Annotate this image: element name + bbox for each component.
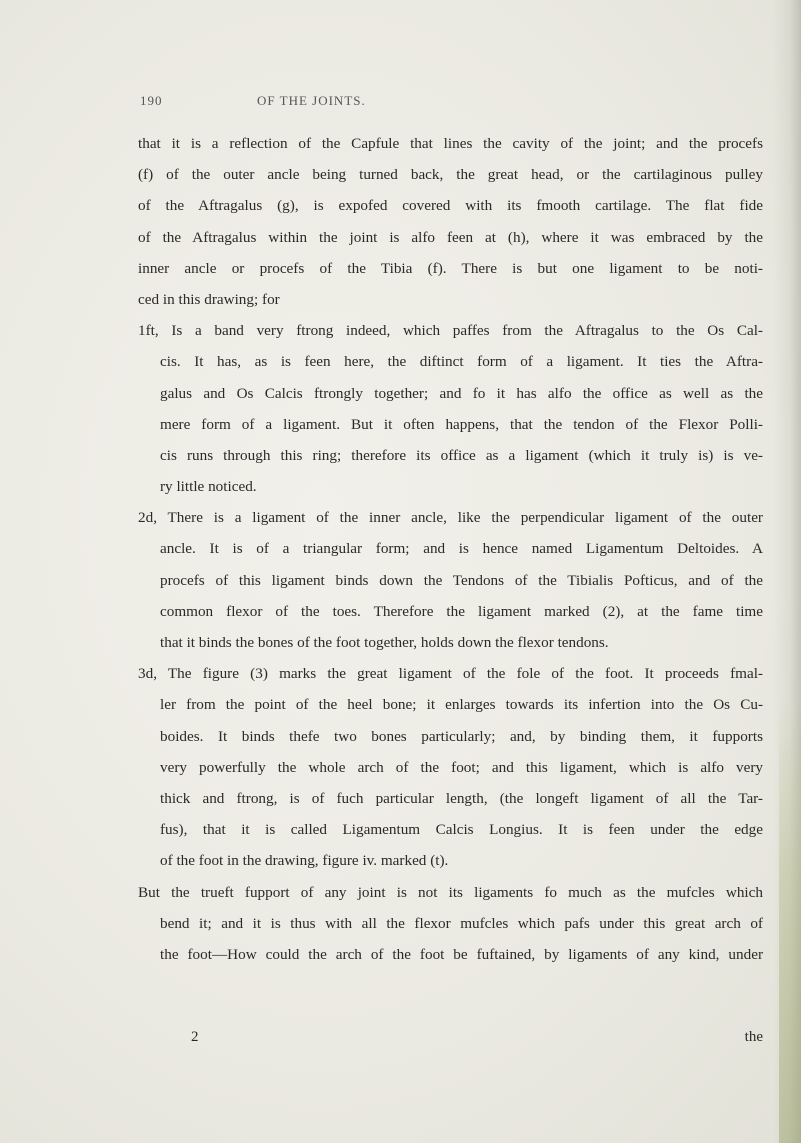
text-line: fus), that it is called Ligamentum Calcis Longius. It is feen under the edge xyxy=(160,821,763,839)
page-footer xyxy=(138,1029,763,1051)
text-line: cis. It has, as is feen here, the diftinct form of a ligament. It ties the Aftra- xyxy=(160,353,763,371)
text-line: (f) of the outer ancle being turned back, the great head, or the cartilaginous pulley xyxy=(138,166,763,184)
text-line: very powerfully the whole arch of the foot; and this ligament, which is alfo very xyxy=(160,758,763,776)
text-line: ry little noticed. xyxy=(160,478,257,496)
text-line: But the trueft fupport of any joint is not its ligaments fo much as the mufcles which xyxy=(138,883,763,901)
text-line: ancle. It is of a triangular form; and is hence named Ligamentum Deltoides. A xyxy=(160,540,763,558)
text-line: ler from the point of the heel bone; it enlarges towards its infertion into the Os Cu- xyxy=(160,696,763,714)
text-line: bend it; and it is thus with all the flexor mufcles which pafs under this great arch of xyxy=(160,914,763,932)
text-line: of the Aftragalus within the joint is alfo feen at (h), where it was embraced by the xyxy=(138,228,763,246)
text-line: of the foot in the drawing, figure iv. marked (t). xyxy=(160,852,449,870)
text-line: that it is a reflection of the Capfule that lines the cavity of the joint; and the procefs xyxy=(138,135,763,152)
body-text xyxy=(138,128,763,970)
text-line: 1ft, Is a band very ftrong indeed, which paffes from the Aftragalus to the Os Cal- xyxy=(138,322,763,340)
text-line: 2d, There is a ligament of the inner ancle, like the perpendicular ligament of the outer xyxy=(138,509,763,527)
catchword: the xyxy=(744,1029,763,1045)
page-number: 190 xyxy=(140,93,163,108)
text-line: ced in this drawing; for xyxy=(138,290,280,308)
text-line: boides. It binds thefe two bones particularly; and, by binding them, it fupports xyxy=(160,727,763,745)
text-line: that it binds the bones of the foot together, holds down the flexor tendons. xyxy=(160,634,609,651)
page-header xyxy=(140,93,660,117)
text-line: galus and Os Calcis ftrongly together; and fo it has alfo the office as well as the xyxy=(160,384,763,402)
text-line: inner ancle or procefs of the Tibia (f). There is but one ligament to be noti- xyxy=(138,259,763,277)
running-head: OF THE JOINTS. xyxy=(257,93,366,108)
text-line: of the Aftragalus (g), is expofed covered with its fmooth cartilage. The flat fide xyxy=(138,197,763,215)
text-line: procefs of this ligament binds down the Tendons of the Tibialis Pofticus, and of the xyxy=(160,571,763,589)
text-line: 3d, The figure (3) marks the great ligament of the fole of the foot. It proceeds fmal- xyxy=(138,665,763,683)
text-line: cis runs through this ring; therefore its office as a ligament (which it truly is) is ve- xyxy=(160,446,763,464)
text-line: the foot—How could the arch of the foot be fuftained, by ligaments of any kind, under xyxy=(160,945,763,963)
text-line: common flexor of the toes. Therefore the ligament marked (2), at the fame time xyxy=(160,602,763,620)
signature-mark: 2 xyxy=(191,1029,199,1045)
text-line: thick and ftrong, is of fuch particular length, (the longeft ligament of all the Tar- xyxy=(160,789,763,807)
page-edge-stain xyxy=(779,700,801,1143)
text-line: mere form of a ligament. But it often happens, that the tendon of the Flexor Polli- xyxy=(160,415,763,433)
